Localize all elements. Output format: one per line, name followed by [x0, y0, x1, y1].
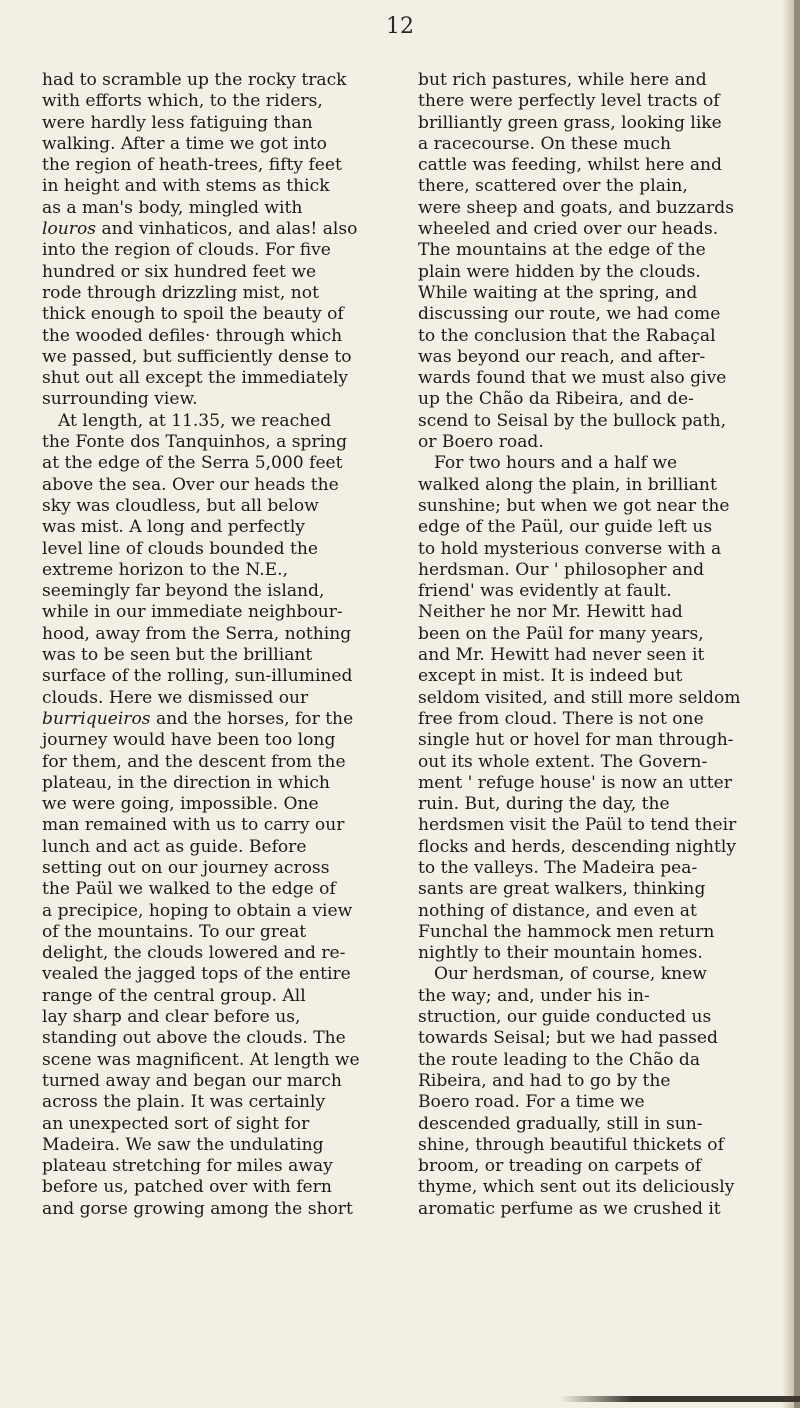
text-line: free from cloud. There is not one	[418, 708, 704, 729]
text-line: of the mountains. To our great	[42, 921, 307, 942]
text-line: up the Chão da Ribeira, and de-	[418, 389, 694, 410]
text-line: the way; and, under his in-	[418, 985, 650, 1006]
text-line: a precipice, hoping to obtain a view	[42, 900, 353, 921]
text-line: journey would have been too long	[42, 730, 336, 751]
text-line: seemingly far beyond the island,	[42, 581, 325, 602]
text-line: thyme, which sent out its deliciously	[418, 1177, 735, 1198]
text-line: to hold mysterious converse with a	[418, 538, 722, 559]
text-line: an unexpected sort of sight for	[42, 1113, 310, 1134]
text-line: surrounding view.	[42, 389, 198, 410]
page-number: 12	[386, 14, 414, 39]
text-line: before us, patched over with fern	[42, 1177, 332, 1198]
text-line: was mist. A long and perfectly	[42, 517, 305, 538]
right-column	[418, 70, 758, 1220]
text-line: to the valleys. The Madeira pea-	[418, 857, 698, 878]
text-line: plateau, in the direction in which	[42, 772, 330, 793]
text-line: setting out on our journey across	[42, 857, 330, 878]
text-line: plateau stretching for miles away	[42, 1156, 333, 1177]
text-line: wheeled and cried over our heads.	[418, 219, 719, 240]
text-line: delight, the clouds lowered and re-	[42, 943, 346, 964]
text-line: nothing of distance, and even at	[418, 900, 697, 921]
text-line: into the region of clouds. For five	[42, 240, 331, 261]
text-line: across the plain. It was certainly	[42, 1092, 326, 1113]
text-line: been on the Paül for many years,	[418, 623, 704, 644]
text-line: shine, through beautiful thickets of	[418, 1134, 724, 1155]
text-line: a racecourse. On these much	[418, 133, 672, 154]
text-line: For two hours and a half we	[434, 453, 678, 474]
text-line: descended gradually, still in sun-	[418, 1113, 703, 1134]
text-line: Funchal the hammock men return	[418, 921, 715, 942]
text-segment: burriqueiros	[42, 708, 151, 729]
text-line: sky was cloudless, but all below	[42, 495, 319, 516]
text-line: and gorse growing among the short	[42, 1198, 353, 1219]
text-line: for them, and the descent from the	[42, 751, 346, 772]
text-line: clouds. Here we dismissed our	[42, 687, 309, 708]
text-line: broom, or treading on carpets of	[418, 1156, 702, 1177]
text-line: hundred or six hundred feet we	[42, 261, 317, 282]
text-line: plain were hidden by the clouds.	[418, 261, 701, 282]
text-line: ment ' refuge house' is now an utter	[418, 772, 732, 793]
text-line: man remained with us to carry our	[42, 815, 345, 836]
text-line: walking. After a time we got into	[42, 133, 327, 154]
text-line: friend' was evidently at fault.	[418, 581, 672, 602]
text-line: cattle was feeding, whilst here and	[418, 155, 722, 176]
text-line: lunch and act as guide. Before	[42, 836, 307, 857]
text-line: there were perfectly level tracts of	[418, 91, 720, 112]
page-edge	[794, 0, 800, 1408]
text-line: out its whole extent. The Govern-	[418, 751, 708, 772]
text-line: Our herdsman, of course, knew	[434, 964, 707, 985]
text-line: but rich pastures, while here and	[418, 70, 707, 90]
text-line: level line of clouds bounded the	[42, 538, 318, 559]
text-line: thick enough to spoil the beauty of	[42, 304, 344, 325]
text-line: with efforts which, to the riders,	[42, 91, 323, 112]
text-line: struction, our guide conducted us	[418, 1007, 712, 1028]
text-line: the wooded defiles· through which	[42, 325, 343, 346]
text-segment: , and alas! also	[227, 219, 358, 240]
text-line: Madeira. We saw the undulating	[42, 1134, 324, 1155]
text-line: at the edge of the Serra 5,000 feet	[42, 453, 343, 474]
text-line: herdsman. Our ' philosopher and	[418, 559, 705, 580]
text-segment: and	[96, 219, 140, 240]
text-line: aromatic perfume as we crushed it	[418, 1198, 721, 1219]
text-line: shut out all except the immediately	[42, 368, 349, 389]
text-line: brilliantly green grass, looking like	[418, 112, 722, 133]
text-line: nightly to their mountain homes.	[418, 943, 703, 964]
text-line: and Mr. Hewitt had never seen it	[418, 645, 705, 666]
text-line: scend to Seisal by the bullock path,	[418, 410, 727, 431]
text-line: except in mist. It is indeed but	[418, 666, 683, 687]
text-line: were sheep and goats, and buzzards	[418, 197, 734, 218]
text-line: The mountains at the edge of the	[418, 240, 706, 261]
text-line: single hut or hovel for man through-	[418, 730, 734, 751]
bottom-rule	[560, 1396, 800, 1402]
text-line: was to be seen but the brilliant	[42, 645, 313, 666]
text-line: scene was magnificent. At length we	[42, 1049, 360, 1070]
text-line: standing out above the clouds. The	[42, 1028, 346, 1049]
text-line: was beyond our reach, and after-	[418, 346, 706, 367]
text-line: Ribeira, and had to go by the	[418, 1070, 671, 1091]
text-line: walked along the plain, in brilliant	[418, 474, 717, 495]
text-line: edge of the Paül, our guide left us	[418, 517, 713, 538]
text-line: the route leading to the Chão da	[418, 1049, 701, 1070]
text-segment: louros	[42, 219, 97, 240]
text-line: as a man's body, mingled with	[42, 197, 303, 218]
text-line	[42, 219, 382, 240]
text-line: surface of the rolling, sun-illumined	[42, 666, 353, 687]
text-line: While waiting at the spring, and	[418, 282, 698, 303]
text-line: to the conclusion that the Rabaçal	[418, 325, 716, 346]
text-line: flocks and herds, descending nightly	[418, 836, 737, 857]
text-line: above the sea. Over our heads the	[42, 474, 339, 495]
text-line: the region of heath-trees, fifty feet	[42, 155, 342, 176]
text-line: the Fonte dos Tanquinhos, a spring	[42, 432, 348, 453]
text-line: At length, at 11.35, we reached	[58, 410, 332, 431]
text-line: towards Seisal; but we had passed	[418, 1028, 718, 1049]
text-line: were hardly less fatiguing than	[42, 112, 313, 133]
text-segment: vinhaticos	[139, 219, 228, 240]
text-line: wards found that we must also give	[418, 368, 727, 389]
text-line: rode through drizzling mist, not	[42, 282, 319, 303]
text-line: Boero road. For a time we	[418, 1092, 645, 1113]
text-line: discussing our route, we had come	[418, 304, 721, 325]
text-line	[42, 709, 382, 730]
text-line: sunshine; but when we got near the	[418, 495, 730, 516]
text-line: herdsmen visit the Paül to tend their	[418, 815, 737, 836]
text-line: while in our immediate neighbour-	[42, 602, 343, 623]
text-line: extreme horizon to the N.E.,	[42, 559, 289, 580]
text-segment: and the horses, for the	[150, 708, 354, 729]
text-line: or Boero road.	[418, 432, 544, 453]
text-line: ruin. But, during the day, the	[418, 794, 670, 815]
text-line: Neither he nor Mr. Hewitt had	[418, 602, 683, 623]
text-line: lay sharp and clear before us,	[42, 1007, 301, 1028]
text-line: there, scattered over the plain,	[418, 176, 688, 197]
left-column	[42, 70, 382, 1220]
text-line: hood, away from the Serra, nothing	[42, 623, 352, 644]
text-line: had to scramble up the rocky track	[42, 70, 347, 90]
text-line: we were going, impossible. One	[42, 794, 319, 815]
text-line: we passed, but sufficiently dense to	[42, 346, 352, 367]
text-line: sants are great walkers, thinking	[418, 879, 706, 900]
text-line: range of the central group. All	[42, 985, 306, 1006]
text-line: turned away and began our march	[42, 1070, 342, 1091]
text-line: the Paül we walked to the edge of	[42, 879, 336, 900]
text-line: in height and with stems as thick	[42, 176, 330, 197]
text-line: seldom visited, and still more seldom	[418, 687, 741, 708]
text-line: vealed the jagged tops of the entire	[42, 964, 351, 985]
